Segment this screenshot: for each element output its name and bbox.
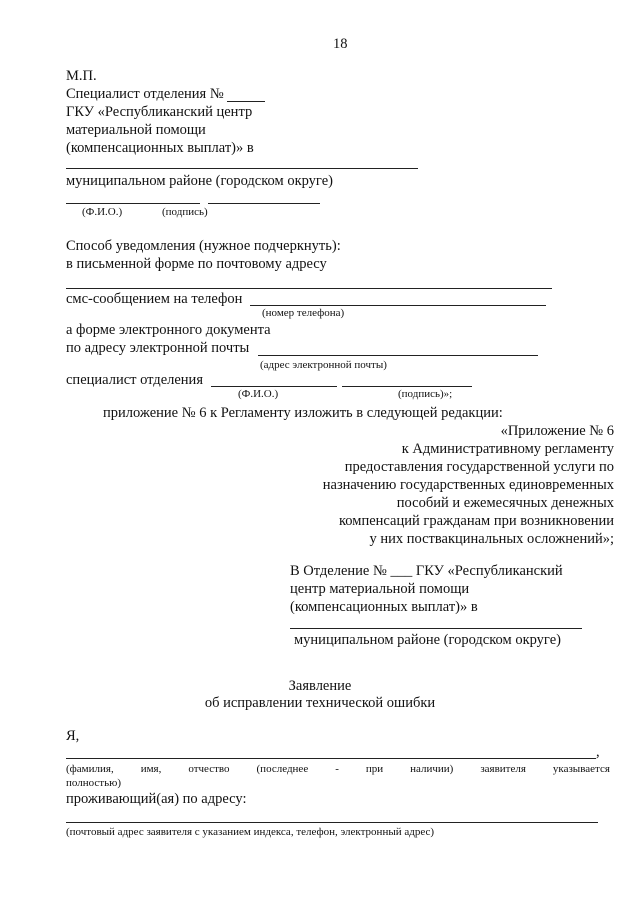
fio-line xyxy=(66,203,200,204)
notify-sms: смс-сообщением на телефон xyxy=(66,291,243,307)
notify-email: по адресу электронной почты xyxy=(66,340,250,356)
appendix-line-4: назначению государственных единовременных xyxy=(322,477,614,493)
appendix-line-3: предоставления государственной услуги по xyxy=(344,459,614,475)
hint-word: наличии) xyxy=(410,763,454,775)
department-number-line xyxy=(227,101,265,102)
notify-heading: Способ уведомления (нужное подчеркнуть): xyxy=(66,238,341,254)
statement-title: Заявление xyxy=(288,678,352,694)
page-number: 18 xyxy=(333,36,348,52)
appendix-title: «Приложение № 6 xyxy=(500,423,614,439)
postal-address-line xyxy=(66,288,552,289)
address-line-4: муниципальном районе (городском округе) xyxy=(294,632,561,648)
applicant-residing: проживающий(ая) по адресу: xyxy=(66,791,247,807)
applicant-name-hint-tail: полностью) xyxy=(66,777,121,789)
applicant-name-line xyxy=(66,758,596,759)
specialist-label: Специалист отделения № xyxy=(66,86,224,102)
specialist-signature-hint: (подпись)»; xyxy=(398,388,453,400)
hint-word: при xyxy=(365,763,384,775)
address-line-2: центр материальной помощи xyxy=(290,581,470,597)
notify-electronic: а форме электронного документа xyxy=(66,322,271,338)
phone-hint: (номер телефона) xyxy=(262,307,345,319)
appendix-line-6: компенсаций гражданам при возникновении xyxy=(339,513,614,529)
hint-word: заявителя xyxy=(480,763,526,775)
applicant-address-hint: (почтовый адрес заявителя с указанием индекса, телефон, электронный адрес) xyxy=(66,826,435,838)
phone-line xyxy=(250,305,546,306)
fio-hint: (Ф.И.О.) xyxy=(82,206,123,218)
hint-word: - xyxy=(335,763,339,775)
address-district-line xyxy=(290,628,582,629)
gku-label: ГКУ «Республиканский центр xyxy=(66,104,253,120)
district-label: муниципальном районе (городском округе) xyxy=(66,173,333,189)
hint-word: имя, xyxy=(140,763,162,775)
address-line-3: (компенсационных выплат)» в xyxy=(290,599,478,615)
applicant-comma: , xyxy=(596,744,600,760)
appendix-line-5: пособий и ежемесячных денежных xyxy=(396,495,614,511)
appendix-line-7: у них поствакцинальных осложнений»; xyxy=(369,531,614,547)
applicant-address-line xyxy=(66,822,598,823)
hint-word: отчество xyxy=(188,763,230,775)
notify-written: в письменной форме по почтовому адресу xyxy=(66,256,327,272)
specialist-fio-line xyxy=(211,386,337,387)
hint-word: (последнее xyxy=(256,763,309,775)
hint-word: (фамилия, xyxy=(66,763,114,775)
signature-line xyxy=(208,203,320,204)
email-line xyxy=(258,355,538,356)
applicant-ya: Я, xyxy=(66,728,80,744)
signature-hint: (подпись) xyxy=(162,206,208,218)
address-line-1: В Отделение № ___ ГКУ «Республиканский xyxy=(290,563,563,579)
compensation-label: (компенсационных выплат)» в xyxy=(66,140,254,156)
specialist-signature-line xyxy=(342,386,472,387)
hint-word: указывается xyxy=(552,763,610,775)
appendix-line-2: к Административному регламенту xyxy=(401,441,614,457)
material-help-label: материальной помощи xyxy=(66,122,206,138)
notify-specialist: специалист отделения xyxy=(66,372,203,388)
statement-subtitle: об исправлении технической ошибки xyxy=(204,695,436,711)
applicant-name-hint xyxy=(66,763,610,775)
appendix-intro: приложение № 6 к Регламенту изложить в следующей редакции: xyxy=(103,405,503,421)
district-name-line xyxy=(66,168,418,169)
email-hint: (адрес электронной почты) xyxy=(260,359,387,371)
specialist-fio-hint: (Ф.И.О.) xyxy=(238,388,279,400)
stamp-place-label: М.П. xyxy=(66,68,97,84)
